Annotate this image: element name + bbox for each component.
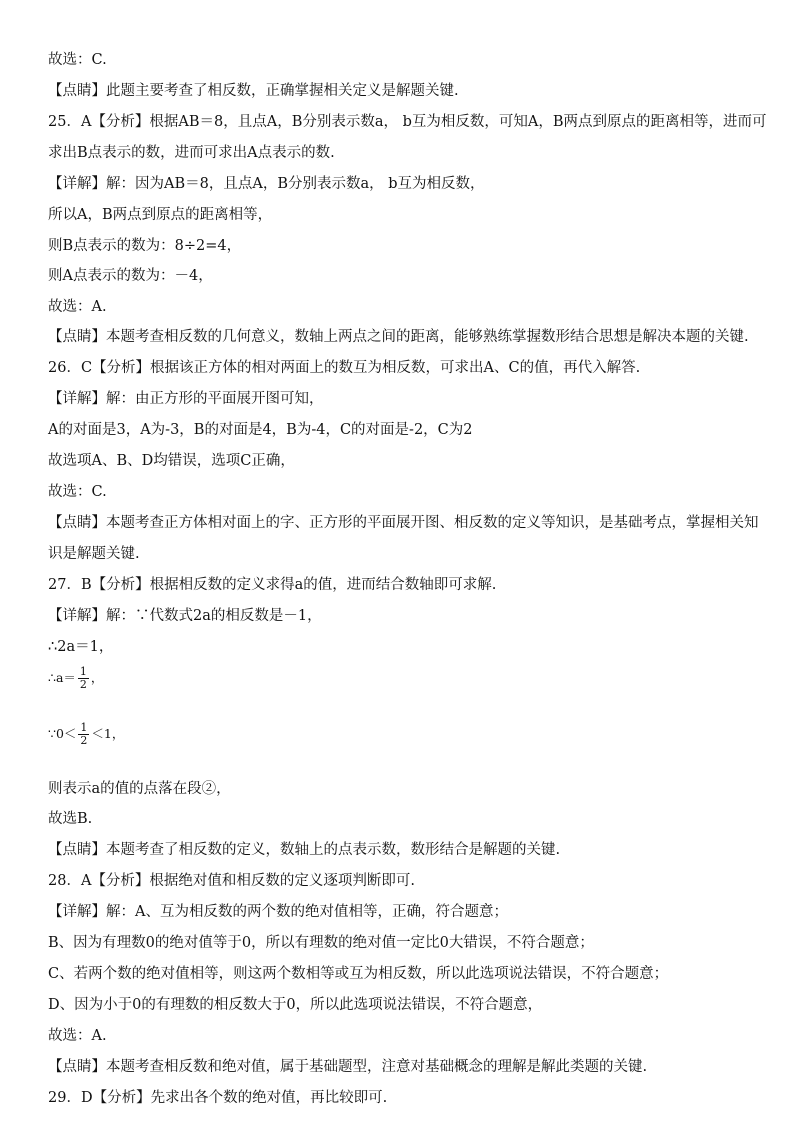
formula-text: ， — [90, 670, 104, 685]
text-line: 26．C【分析】根据该正方体的相对两面上的数互为相反数，可求出A、C的值，再代入解答. — [48, 360, 641, 376]
text-line: 25．A【分析】根据AB＝8，且点A，B分别表示数a， b互为相反数，可知A，B两点到原点的距离相等，进而可 — [48, 114, 767, 130]
text-line: 【点睛】本题考查相反数的几何意义，数轴上两点之间的距离，能够熟练掌握数形结合思想是解决本题的关键. — [48, 329, 749, 345]
text-line: A的对面是3，A为-3，B的对面是4，B为-4，C的对面是-2，C为2 — [48, 422, 473, 438]
text-line: 所以A，B两点到原点的距离相等， — [48, 207, 273, 223]
formula-text: ∴a＝ — [48, 670, 76, 685]
text-line: 【详解】解：因为AB＝8，且点A，B分别表示数a， b互为相反数， — [48, 176, 485, 192]
fraction-denominator: 2 — [80, 734, 88, 747]
text-line: 故选：C. — [48, 484, 107, 500]
text-line: 【点睛】本题考查了相反数的定义，数轴上的点表示数，数形结合是解题的关键. — [48, 842, 561, 858]
text-line: 故选B. — [48, 811, 93, 827]
text-line: 【详解】解：∵代数式2a的相反数是－1， — [48, 608, 322, 624]
text-line: 则A点表示的数为：－4， — [48, 268, 213, 284]
formula-a-equals-half — [48, 664, 760, 692]
text-line: 则表示a的值的点落在段②， — [48, 781, 231, 797]
text-line: 识是解题关键. — [48, 546, 140, 562]
fraction — [78, 722, 89, 747]
fraction-numerator: 1 — [80, 721, 88, 734]
text-line: 故选：C. — [48, 52, 107, 68]
text-line: 【点睛】本题考查正方体相对面上的字、正方形的平面展开图、相反数的定义等知识，是基础考点，掌握相关知 — [48, 515, 759, 531]
formula-text: ∵0＜ — [48, 726, 77, 741]
text-line: 求出B点表示的数，进而可求出A点表示的数. — [48, 145, 335, 161]
text-line: B、因为有理数0的绝对值等于0，所以有理数的绝对值一定比0大错误，不符合题意； — [48, 935, 594, 951]
text-line: 28．A【分析】根据绝对值和相反数的定义逐项判断即可. — [48, 873, 416, 889]
text-line: 则B点表示的数为：8÷2=4， — [48, 238, 242, 254]
formula-inequality — [48, 720, 760, 748]
text-line: D、因为小于0的有理数的相反数大于0，所以此选项说法错误，不符合题意， — [48, 997, 543, 1013]
fraction — [78, 666, 89, 691]
formula-text: ＜1， — [91, 726, 125, 741]
text-line: 故选：A. — [48, 1028, 107, 1044]
fraction-denominator: 2 — [79, 678, 87, 691]
text-line: ∴2a＝1， — [48, 639, 114, 655]
text-line: 【点睛】此题主要考查了相反数，正确掌握相关定义是解题关键. — [48, 83, 459, 99]
text-line: 【点睛】本题考查相反数和绝对值，属于基础题型，注意对基础概念的理解是解此类题的关键. — [48, 1059, 648, 1075]
fraction-numerator: 1 — [79, 665, 87, 678]
text-line: 29．D【分析】先求出各个数的绝对值，再比较即可. — [48, 1090, 388, 1106]
text-line: 【详解】解：A、互为相反数的两个数的绝对值相等，正确，符合题意； — [48, 904, 508, 920]
text-line: 故选：A. — [48, 299, 107, 315]
text-line: C、若两个数的绝对值相等，则这两个数相等或互为相反数，所以此选项说法错误，不符合题意； — [48, 966, 669, 982]
text-line: 故选项A、B、D均错误，选项C正确， — [48, 453, 295, 469]
text-line: 【详解】解：由正方形的平面展开图可知， — [48, 391, 324, 407]
text-line: 27．B【分析】根据相反数的定义求得a的值，进而结合数轴即可求解. — [48, 577, 497, 593]
